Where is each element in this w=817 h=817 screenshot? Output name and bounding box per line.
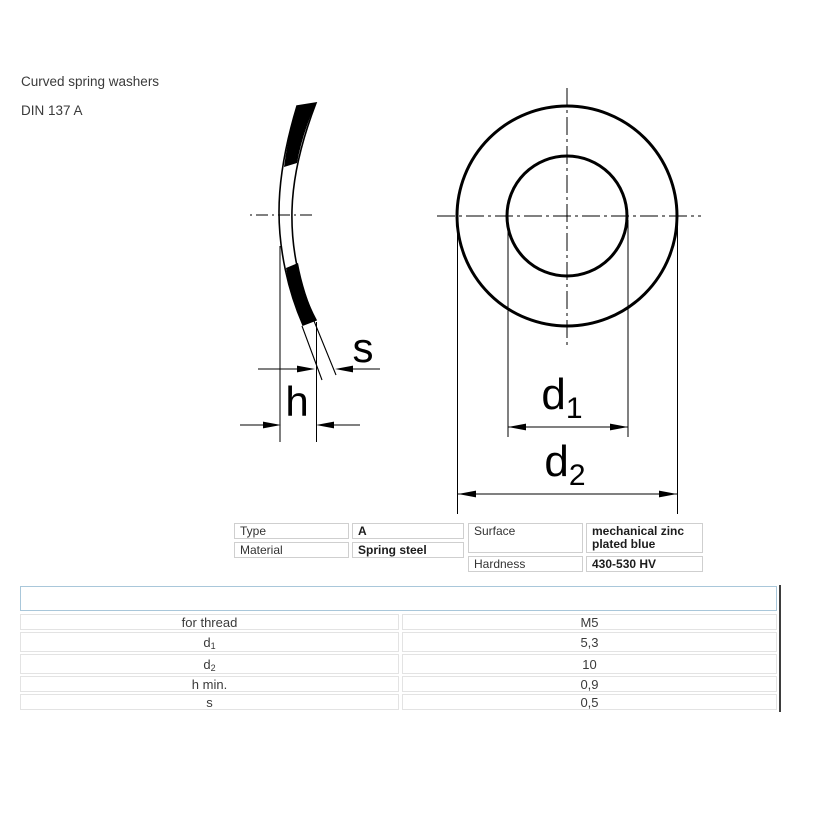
row-value: 10 (402, 654, 777, 674)
table-row (20, 632, 777, 652)
d1-label: $d_1$ (541, 370, 583, 425)
row-label: d 2 (20, 654, 399, 674)
s-label: s (352, 324, 374, 371)
surface-label: Surface (468, 523, 583, 553)
material-label: Material (234, 542, 349, 558)
dimension-s (258, 324, 380, 372)
dimensions-table-header (20, 586, 777, 611)
dimension-h (240, 378, 360, 428)
surface-hardness-table (468, 523, 703, 572)
dimension-d2 (458, 437, 677, 497)
front-view (437, 88, 701, 514)
row-value: 0,5 (402, 694, 777, 710)
row-value: 5,3 (402, 632, 777, 652)
dimension-d1 (508, 370, 628, 430)
hardness-value: 430-530 HV (586, 556, 703, 572)
type-value: A (352, 523, 464, 539)
row-label: d 1 (20, 632, 399, 652)
table-row (20, 614, 777, 630)
h-label: h (285, 378, 309, 425)
type-label: Type (234, 523, 349, 539)
row-label: h min. (20, 676, 399, 692)
row-label: for thread (20, 614, 399, 630)
type-material-table (234, 523, 464, 558)
surface-row (468, 523, 703, 553)
page-title: Curved spring washers (21, 74, 160, 89)
d2-label: $d_2$ (544, 437, 586, 492)
row-value: M5 (402, 614, 777, 630)
material-value: Spring steel (352, 542, 464, 558)
row-label: s (20, 694, 399, 710)
table-row (20, 676, 777, 692)
standard-number: DIN 137 A (21, 103, 83, 118)
dimensions-table (20, 586, 777, 712)
row-value: 0,9 (402, 676, 777, 692)
hardness-row (468, 556, 703, 572)
page-edge-line (779, 585, 781, 712)
table-row (20, 654, 777, 674)
washer-profile-black-lower (286, 263, 316, 325)
side-view (240, 103, 380, 442)
washer-tip-lines (302, 321, 336, 380)
table-row (20, 694, 777, 710)
hardness-label: Hardness (468, 556, 583, 572)
material-row (234, 542, 464, 558)
surface-value: mechanical zinc plated blue (586, 523, 703, 553)
type-row (234, 523, 464, 539)
